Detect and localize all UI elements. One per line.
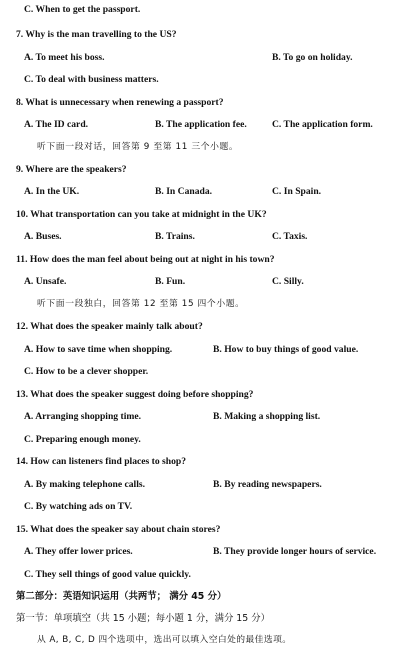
q9-option-a: A. In the UK. [24, 186, 80, 197]
question-9: 9. Where are the speakers? [16, 164, 127, 175]
question-13: 13. What does the speaker suggest doing before shopping? [16, 389, 254, 400]
question-15: 15. What does the speaker say about chain stores? [16, 524, 221, 535]
q8-option-c: C. The application form. [272, 119, 373, 130]
q11-option-a: A. Unsafe. [24, 276, 67, 287]
listening-note-monologue: 听下面一段独白，回答第 12 至第 15 四个小题。 [37, 299, 245, 309]
q7-option-a: A. To meet his boss. [24, 52, 105, 63]
q15-option-b: B. They provide longer hours of service. [213, 546, 377, 557]
q10-option-a: A. Buses. [24, 231, 62, 242]
q6-option-c: C. When to get the passport. [24, 4, 141, 15]
question-12: 12. What does the speaker mainly talk about? [16, 321, 203, 332]
part-two-heading: 第二部分：英语知识运用（共两节； 满分 45 分） [16, 591, 227, 602]
q13-option-a: A. Arranging shopping time. [24, 411, 142, 422]
section-one-heading: 第一节：单项填空（共 15 小题；每小题 1 分，满分 15 分） [16, 613, 270, 624]
q9-option-c: C. In Spain. [272, 186, 322, 197]
q13-option-b: B. Making a shopping list. [213, 411, 321, 422]
question-11: 11. How does the man feel about being out at night in his town? [16, 254, 275, 265]
q14-option-a: A. By making telephone calls. [24, 479, 145, 490]
q12-option-a: A. How to save time when shopping. [24, 344, 173, 355]
q9-option-b: B. In Canada. [155, 186, 213, 197]
q8-option-a: A. The ID card. [24, 119, 89, 130]
question-14: 14. How can listeners find places to shop? [16, 456, 187, 467]
question-7: 7. Why is the man travelling to the US? [16, 29, 177, 40]
q15-option-c: C. They sell things of good value quickly. [24, 569, 191, 580]
q7-option-c: C. To deal with business matters. [24, 74, 159, 85]
q11-option-c: C. Silly. [272, 276, 304, 287]
section-instruction: 从 A, B, C, D 四个选项中，选出可以填入空白处的最佳选项。 [37, 635, 292, 645]
q14-option-b: B. By reading newspapers. [213, 479, 322, 490]
q8-option-b: B. The application fee. [155, 119, 247, 130]
q7-option-b: B. To go on holiday. [272, 52, 353, 63]
q12-option-b: B. How to buy things of good value. [213, 344, 359, 355]
listening-note-dialogue: 听下面一段对话，回答第 9 至第 11 三个小题。 [37, 142, 239, 152]
q14-option-c: C. By watching ads on TV. [24, 501, 133, 512]
q10-option-c: C. Taxis. [272, 231, 308, 242]
q10-option-b: B. Trains. [155, 231, 195, 242]
question-8: 8. What is unnecessary when renewing a passport? [16, 97, 224, 108]
q12-option-c: C. How to be a clever shopper. [24, 366, 149, 377]
q15-option-a: A. They offer lower prices. [24, 546, 133, 557]
q11-option-b: B. Fun. [155, 276, 186, 287]
question-10: 10. What transportation can you take at midnight in the UK? [16, 209, 267, 220]
q13-option-c: C. Preparing enough money. [24, 434, 141, 445]
